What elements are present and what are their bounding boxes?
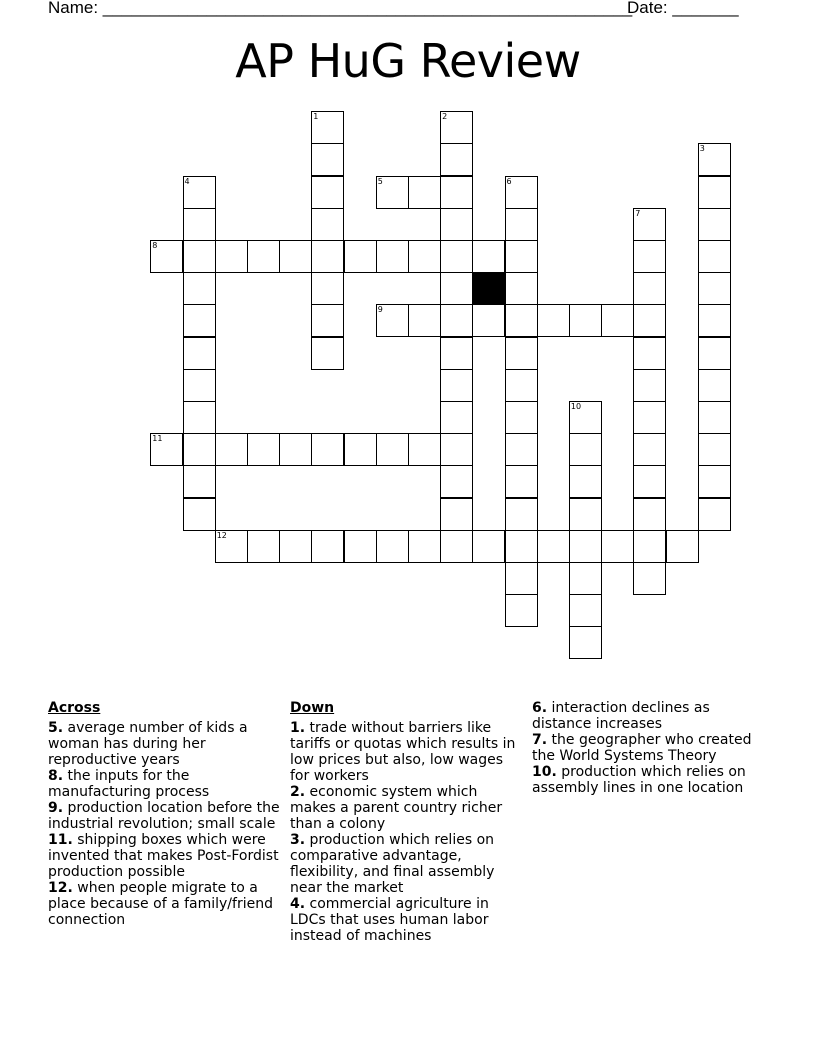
crossword-cell[interactable] [633,304,666,337]
crossword-cell[interactable] [569,304,602,337]
crossword-cell[interactable] [183,240,216,273]
crossword-cell[interactable] [505,433,538,466]
down-clues-continued [532,700,772,796]
clue-number-label: 6. [532,700,548,716]
crossword-cell[interactable] [633,433,666,466]
crossword-cell[interactable] [505,176,538,209]
across-heading: Across [48,700,101,716]
crossword-cell[interactable] [537,304,570,337]
crossword-cell[interactable] [505,272,538,305]
crossword-cell[interactable] [569,433,602,466]
page-title: AP HuG Review [235,34,581,88]
clue-number-label: 10. [532,764,557,780]
across-clues [48,700,286,928]
crossword-cell[interactable] [183,272,216,305]
clue-number: 6 [506,176,512,186]
crossword-cell[interactable] [698,240,731,273]
down-clue [532,764,772,796]
crossword-cell[interactable] [440,208,473,241]
across-clue [48,800,286,832]
crossword-cell[interactable] [183,304,216,337]
crossword-cell[interactable] [633,272,666,305]
crossword-cell[interactable] [183,498,216,531]
crossword-cell[interactable] [311,176,344,209]
crossword-cell[interactable] [440,143,473,176]
crossword-cell[interactable] [472,240,505,273]
clue-text: the geographer who created the World Systems Theory [532,732,752,764]
crossword-cell[interactable] [633,369,666,402]
crossword-cell[interactable] [311,304,344,337]
crossword-cell[interactable] [344,433,377,466]
crossword-cell[interactable] [698,272,731,305]
crossword-cell[interactable] [505,594,538,627]
down-clue [532,700,772,732]
crossword-cell[interactable] [569,594,602,627]
clue-number-label: 2. [290,784,306,800]
down-clue [532,732,772,764]
crossword-cell[interactable] [408,530,441,563]
crossword-cell[interactable] [698,401,731,434]
crossword-cell[interactable] [279,530,312,563]
down-clues [290,700,520,944]
crossword-cell[interactable] [698,208,731,241]
clue-number-label: 7. [532,732,548,748]
crossword-cell[interactable] [698,498,731,531]
crossword-cell[interactable] [440,111,473,144]
clue-number: 2 [442,112,448,122]
crossword-cell[interactable] [279,433,312,466]
crossword-cell[interactable] [376,176,409,209]
crossword-cell[interactable] [311,240,344,273]
crossword-cell[interactable] [505,401,538,434]
crossword-cell[interactable] [505,562,538,595]
across-clue [48,768,286,800]
crossword-cell[interactable] [505,498,538,531]
clue-number-label: 9. [48,800,64,816]
crossword-cell[interactable] [215,433,248,466]
clue-text: average number of kids a woman has during her reproductive years [48,720,248,768]
crossword-cell[interactable] [408,176,441,209]
down-heading: Down [290,700,335,716]
crossword-cell[interactable] [376,433,409,466]
crossword-cell[interactable] [601,304,634,337]
crossword-cell[interactable] [215,240,248,273]
crossword-cell[interactable] [505,465,538,498]
crossword-cell[interactable] [698,465,731,498]
crossword-cell[interactable] [666,530,699,563]
crossword-cell[interactable] [183,401,216,434]
crossword-cell[interactable] [344,240,377,273]
clue-text: commercial agriculture in LDCs that uses human labor instead of machines [290,896,489,944]
crossword-cell[interactable] [311,530,344,563]
crossword-cell[interactable] [505,304,538,337]
down-clue [290,896,520,944]
crossword-cell[interactable] [440,176,473,209]
crossword-cell[interactable] [311,433,344,466]
across-clue [48,880,286,928]
crossword-cell[interactable] [311,272,344,305]
date-label: Date: _______ [627,0,739,17]
crossword-cell[interactable] [698,143,731,176]
crossword-cell[interactable] [311,143,344,176]
crossword-cell[interactable] [633,530,666,563]
crossword-cell[interactable] [569,626,602,659]
crossword-cell[interactable] [376,530,409,563]
clue-number: 11 [152,434,163,444]
crossword-cell[interactable] [247,530,280,563]
crossword-cell[interactable] [698,433,731,466]
clue-text: production which relies on assembly lines in one location [532,764,746,796]
clue-number-label: 5. [48,720,64,736]
clue-number-label: 12. [48,880,73,896]
clue-number-label: 8. [48,768,64,784]
crossword-cell[interactable] [440,530,473,563]
clue-text: production location before the industrial revolution; small scale [48,800,280,832]
crossword-cell[interactable] [183,465,216,498]
crossword-cell[interactable] [472,304,505,337]
crossword-cell[interactable] [376,240,409,273]
crossword-cell[interactable] [472,530,505,563]
clue-number: 7 [635,208,641,218]
crossword-cell[interactable] [440,304,473,337]
crossword-cell[interactable] [150,433,183,466]
crossword-cell[interactable] [247,240,280,273]
across-clue [48,832,286,880]
crossword-cell[interactable] [183,369,216,402]
crossword-cell[interactable] [183,208,216,241]
crossword-cell[interactable] [633,401,666,434]
clue-number: 9 [377,305,383,315]
clue-number-label: 1. [290,720,306,736]
clue-text: the inputs for the manufacturing process [48,768,210,800]
down-clue [290,832,520,896]
crossword-cell[interactable] [440,272,473,305]
crossword-cell[interactable] [440,498,473,531]
crossword-cell[interactable] [247,433,280,466]
crossword-cell[interactable] [505,208,538,241]
crossword-cell[interactable] [183,433,216,466]
across-clue [48,720,286,768]
crossword-cell[interactable] [150,240,183,273]
crossword-cell[interactable] [408,304,441,337]
crossword-cell[interactable] [505,240,538,273]
crossword-cell[interactable] [698,337,731,370]
clue-number-label: 11. [48,832,73,848]
crossword-cell[interactable] [569,562,602,595]
clue-text: interaction declines as distance increases [532,700,710,732]
clue-text: production which relies on comparative advantage, flexibility, and final assembly near the market [290,832,495,896]
crossword-cell[interactable] [601,530,634,563]
crossword-cell[interactable] [440,240,473,273]
crossword-cell[interactable] [698,304,731,337]
crossword-cell[interactable] [505,337,538,370]
crossword-cell[interactable] [311,111,344,144]
crossword-cell[interactable] [633,240,666,273]
crossword-cell[interactable] [633,562,666,595]
crossword-cell[interactable] [408,433,441,466]
crossword-cell[interactable] [633,465,666,498]
crossword-cell[interactable] [569,530,602,563]
clue-number: 8 [152,240,158,250]
crossword-cell[interactable] [505,369,538,402]
crossword-cell[interactable] [376,304,409,337]
crossword-cell[interactable] [440,433,473,466]
clue-number: 4 [184,176,190,186]
crossword-block [472,272,505,305]
crossword-cell[interactable] [183,176,216,209]
crossword-cell[interactable] [633,337,666,370]
crossword-cell[interactable] [440,465,473,498]
crossword-cell[interactable] [537,530,570,563]
crossword-cell[interactable] [698,176,731,209]
clue-number: 12 [216,530,227,540]
clue-number: 1 [313,112,319,122]
clue-text: when people migrate to a place because of a family/friend connection [48,880,273,928]
crossword-cell[interactable] [183,337,216,370]
crossword-cell[interactable] [505,530,538,563]
crossword-cell[interactable] [440,401,473,434]
crossword-cell[interactable] [633,498,666,531]
crossword-cell[interactable] [633,208,666,241]
crossword-cell[interactable] [569,401,602,434]
crossword-cell[interactable] [215,530,248,563]
crossword-cell[interactable] [569,498,602,531]
crossword-cell[interactable] [698,369,731,402]
clue-text: shipping boxes which were invented that makes Post-Fordist production possible [48,832,279,880]
crossword-cell[interactable] [569,465,602,498]
crossword-cell[interactable] [344,530,377,563]
name-label: Name: ________________________________________________________ [48,0,633,17]
crossword-cell[interactable] [440,337,473,370]
crossword-cell[interactable] [279,240,312,273]
clue-number: 5 [377,176,383,186]
crossword-cell[interactable] [440,369,473,402]
clue-number: 3 [699,144,705,154]
clue-text: trade without barriers like tariffs or quotas which results in low prices but also, low wages for workers [290,720,516,784]
crossword-cell[interactable] [408,240,441,273]
clue-number-label: 3. [290,832,306,848]
clue-number-label: 4. [290,896,306,912]
down-clue [290,784,520,832]
crossword-cell[interactable] [311,337,344,370]
down-clue [290,720,520,784]
crossword-cell[interactable] [311,208,344,241]
clue-number: 10 [570,401,582,411]
clue-text: economic system which makes a parent country richer than a colony [290,784,503,832]
